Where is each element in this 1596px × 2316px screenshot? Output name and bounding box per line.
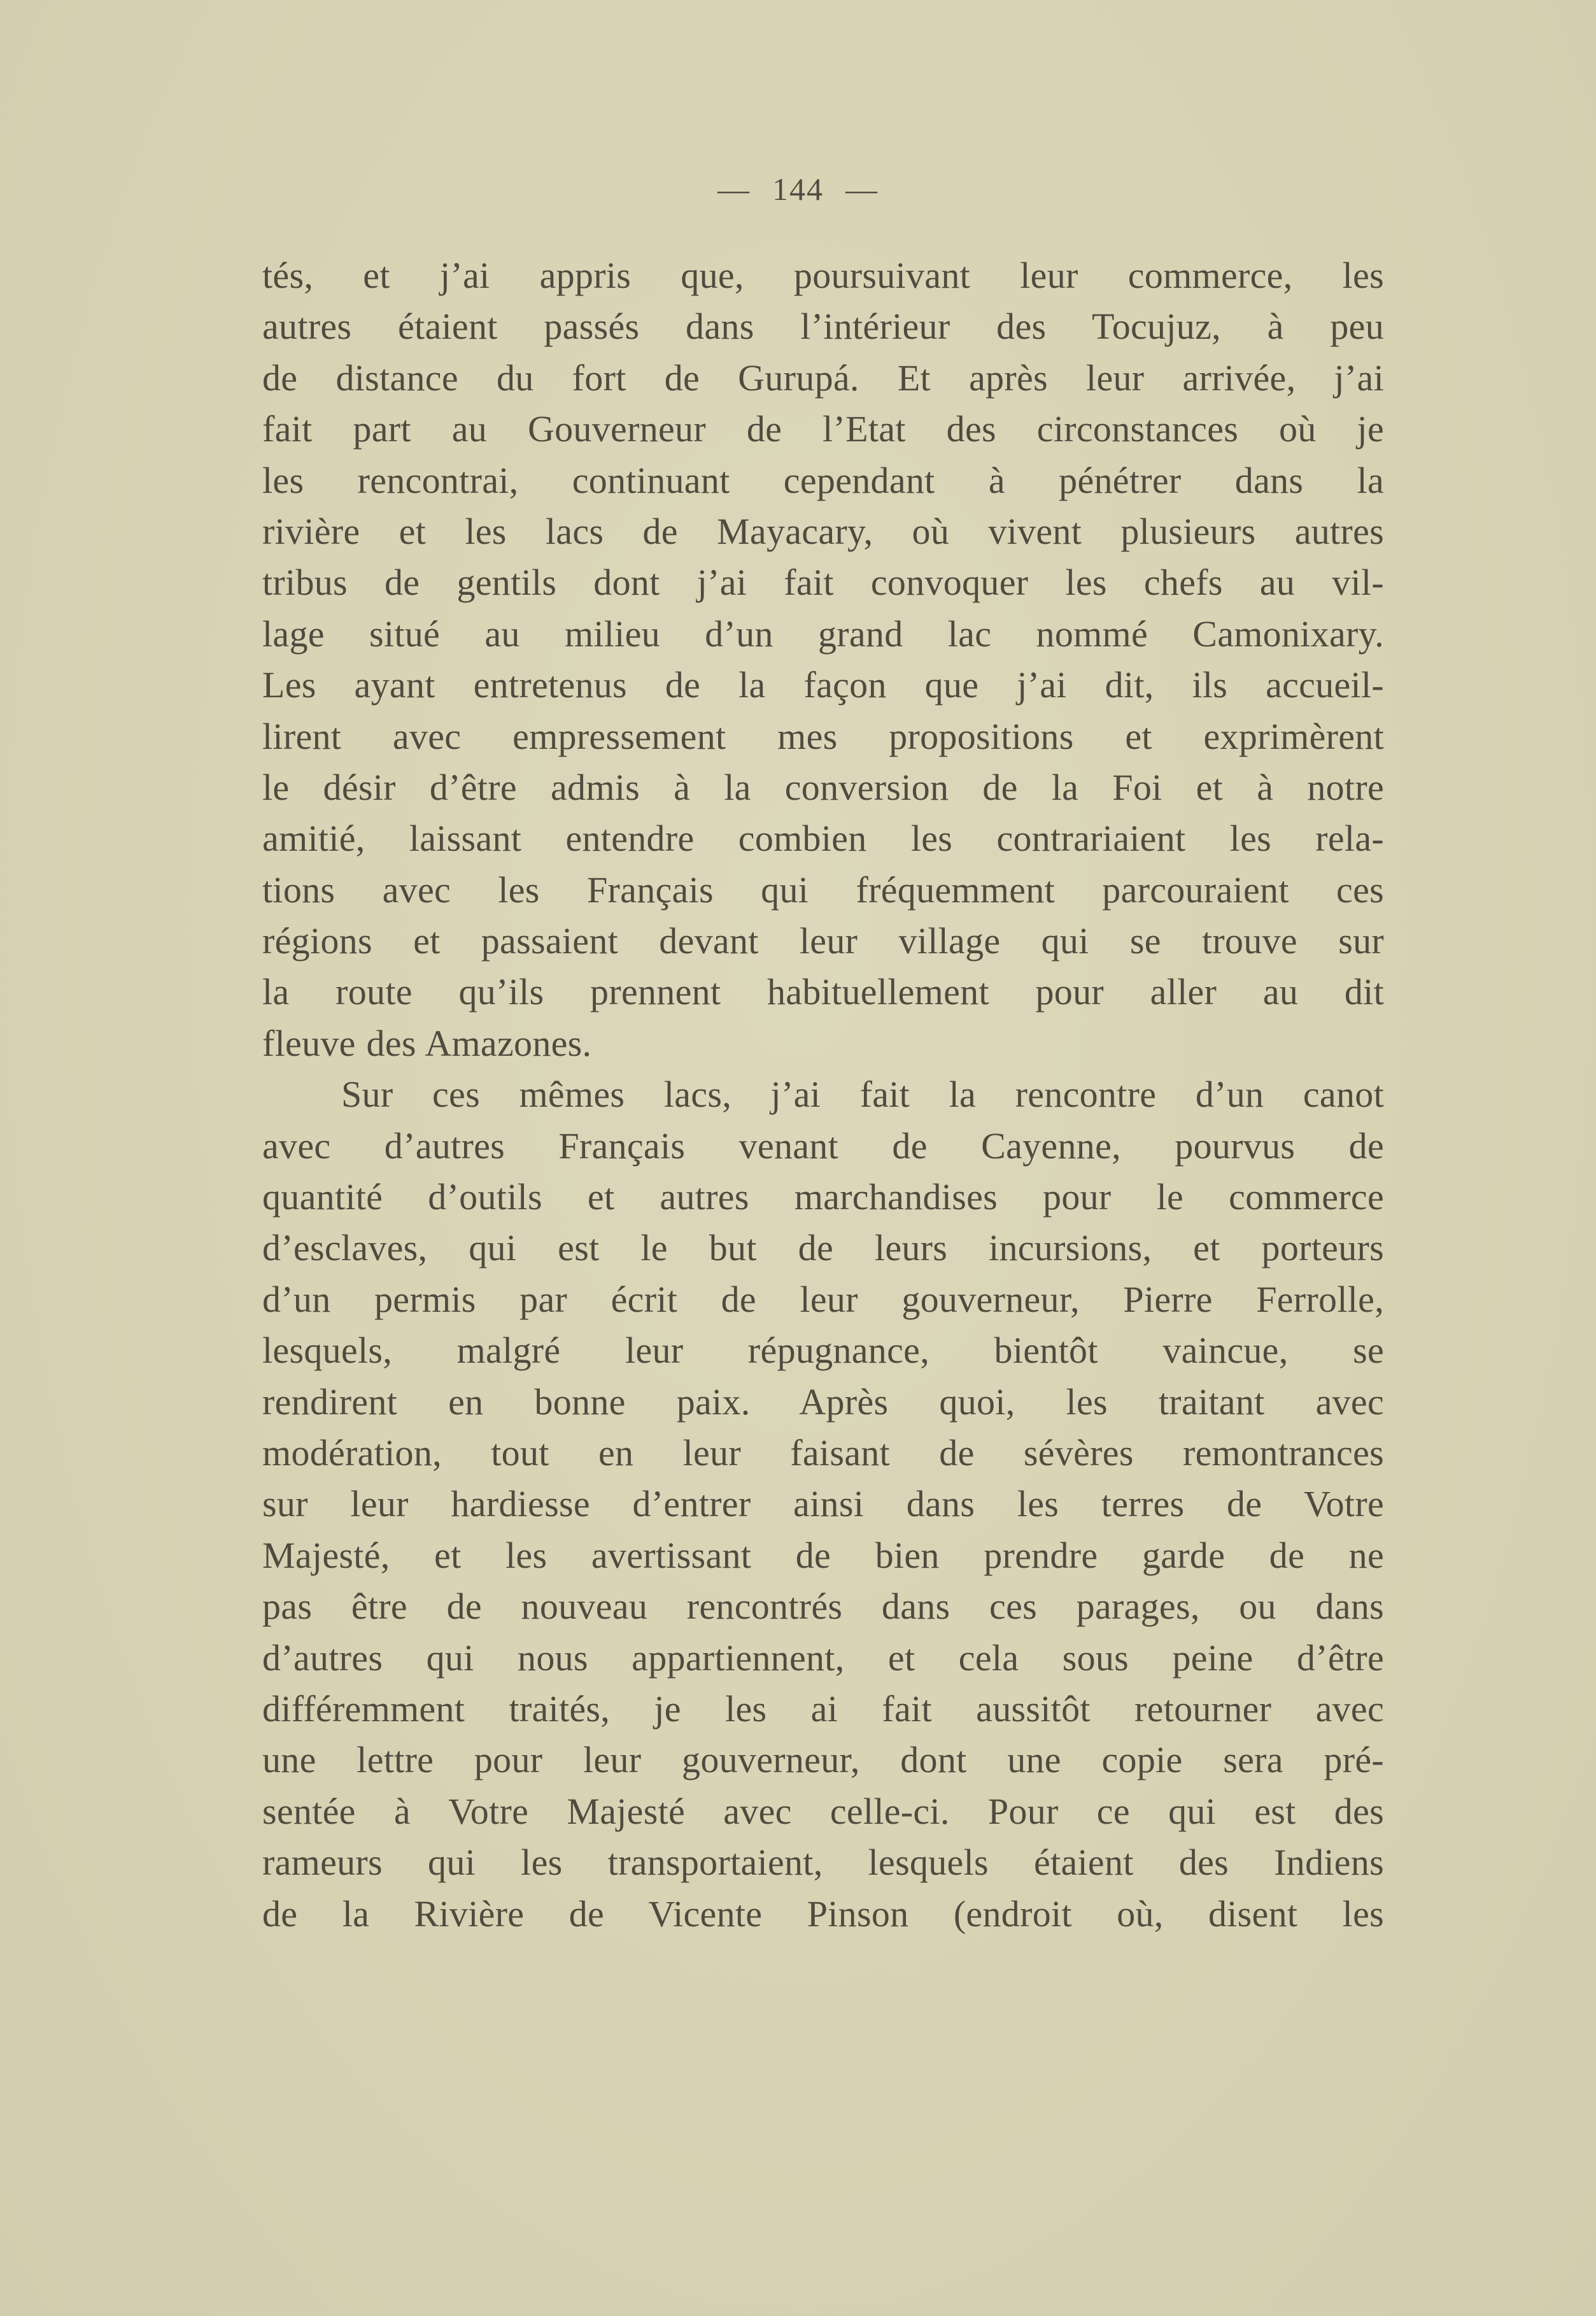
- text-line: sur leur hardiesse d’entrer ainsi dans les terres de Votre: [262, 1483, 1384, 1525]
- text-line: différemment traités, je les ai fait aussitôt retourner avec: [262, 1687, 1384, 1730]
- header-dash-left: —: [717, 171, 751, 207]
- text-line: modération, tout en leur faisant de sévères remontrances: [262, 1432, 1384, 1474]
- text-line: amitié, laissant entendre combien les contrariaient les rela-: [262, 818, 1384, 860]
- body-text: [262, 250, 1384, 1940]
- text-line: une lettre pour leur gouverneur, dont une copie sera pré-: [262, 1739, 1384, 1781]
- text-line: tés, et j’ai appris que, poursuivant leur commerce, les: [262, 255, 1384, 296]
- text-line: de distance du fort de Gurupá. Et après leur arrivée, j’ai: [262, 357, 1384, 399]
- text-line: lirent avec empressement mes propositions et exprimèrent: [262, 715, 1384, 757]
- text-line: les rencontrai, continuant cependant à pénétrer dans la: [262, 459, 1384, 501]
- text-line: Majesté, et les avertissant de bien prendre garde de ne: [262, 1534, 1384, 1576]
- text-line: fleuve des Amazones.: [262, 1022, 592, 1064]
- text-line: quantité d’outils et autres marchandises pour le commerce: [262, 1176, 1384, 1218]
- text-line: tribus de gentils dont j’ai fait convoquer les chefs au vil-: [262, 562, 1384, 604]
- text-line: d’un permis par écrit de leur gouverneur, Pierre Ferrolle,: [262, 1278, 1384, 1320]
- text-line: autres étaient passés dans l’intérieur des Tocujuz, à peu: [262, 306, 1384, 348]
- page-number: 144: [772, 171, 824, 207]
- text-line: rivière et les lacs de Mayacary, où vivent plusieurs autres: [262, 510, 1384, 552]
- text-line: lage situé au milieu d’un grand lac nommé Camonixary.: [262, 613, 1384, 655]
- text-line: de la Rivière de Vicente Pinson (endroit où, disent les: [262, 1893, 1384, 1935]
- text-line: la route qu’ils prennent habituellement pour aller au dit: [262, 971, 1384, 1013]
- text-line: d’autres qui nous appartiennent, et cela sous peine d’être: [262, 1637, 1384, 1679]
- text-line: lesquels, malgré leur répugnance, bientôt vaincue, se: [262, 1330, 1384, 1372]
- text-line: pas être de nouveau rencontrés dans ces parages, ou dans: [262, 1586, 1384, 1628]
- text-line: rendirent en bonne paix. Après quoi, les traitant avec: [262, 1381, 1384, 1423]
- text-line: fait part au Gouverneur de l’Etat des circonstances où je: [262, 408, 1384, 450]
- text-line: tions avec les Français qui fréquemment parcouraient ces: [262, 869, 1384, 911]
- text-line: régions et passaient devant leur village qui se trouve sur: [262, 920, 1384, 962]
- page-header: [0, 171, 1596, 208]
- text-line: avec d’autres Français venant de Cayenne, pourvus de: [262, 1125, 1384, 1167]
- header-dash-right: —: [845, 171, 879, 207]
- text-line: Les ayant entretenus de la façon que j’ai dit, ils accueil-: [262, 664, 1384, 706]
- text-line: sentée à Votre Majesté avec celle-ci. Pour ce qui est des: [262, 1790, 1384, 1832]
- text-line: d’esclaves, qui est le but de leurs incursions, et porteurs: [262, 1227, 1384, 1269]
- text-line: Sur ces mêmes lacs, j’ai fait la rencontre d’un canot: [341, 1074, 1384, 1116]
- text-line: le désir d’être admis à la conversion de la Foi et à notre: [262, 766, 1384, 808]
- text-line: rameurs qui les transportaient, lesquels étaient des Indiens: [262, 1842, 1384, 1884]
